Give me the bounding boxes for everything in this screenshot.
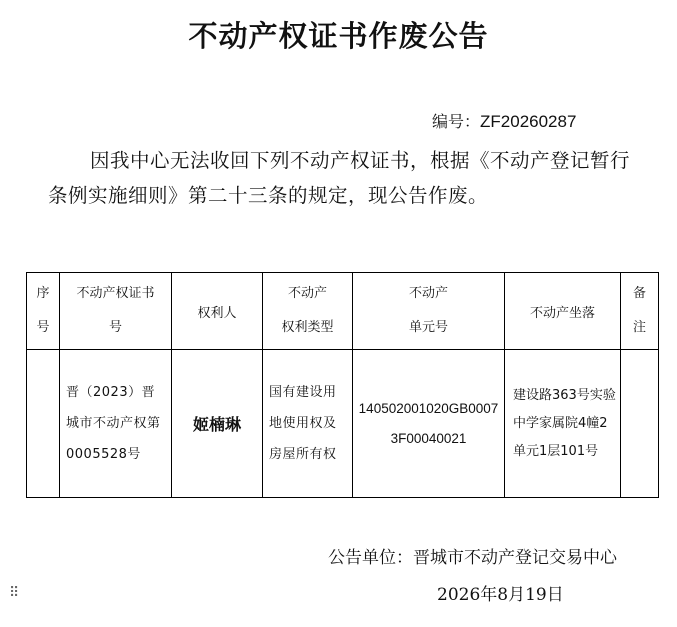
page-title: 不动产权证书作废公告: [188, 19, 489, 53]
cell-right-type: 国有建设用地使用权及房屋所有权: [263, 350, 353, 498]
table-header-row: [27, 273, 659, 350]
header-remark: 备 注: [621, 273, 659, 350]
header-unit-no: 不动产 单元号: [353, 273, 505, 350]
cell-remark: [621, 350, 659, 498]
table-row: [27, 350, 659, 498]
document-number-value: ZF20260287: [480, 112, 577, 131]
issuing-organization: 公告单位：晋城市不动产登记交易中心: [328, 548, 617, 568]
header-owner: 权利人: [172, 273, 263, 350]
cell-unit-no: 140502001020GB00073F00040021: [353, 350, 505, 498]
drag-handle-icon[interactable]: ⠿: [9, 585, 20, 601]
header-right-type: 不动产 权利类型: [263, 273, 353, 350]
cell-location: 建设路363号实验中学家属院4幢2单元1层101号: [505, 350, 621, 498]
announcement-body: 因我中心无法收回下列不动产权证书，根据《不动产登记暂行条例实施细则》第二十三条的规定，现公告作废。: [48, 149, 631, 207]
document-number-label: 编号：: [432, 112, 481, 131]
cell-owner: 姬楠琳: [172, 350, 263, 498]
cell-seq: [27, 350, 60, 498]
header-seq: 序 号: [27, 273, 60, 350]
header-location: 不动产坐落: [505, 273, 621, 350]
header-cert-no: 不动产权证书 号: [60, 273, 172, 350]
document-number: [432, 109, 576, 132]
certificate-table: [26, 272, 659, 498]
cell-cert-no: 晋（2023）晋城市不动产权第0005528号: [60, 350, 172, 498]
announcement-date: 2026年8月19日: [437, 585, 564, 605]
